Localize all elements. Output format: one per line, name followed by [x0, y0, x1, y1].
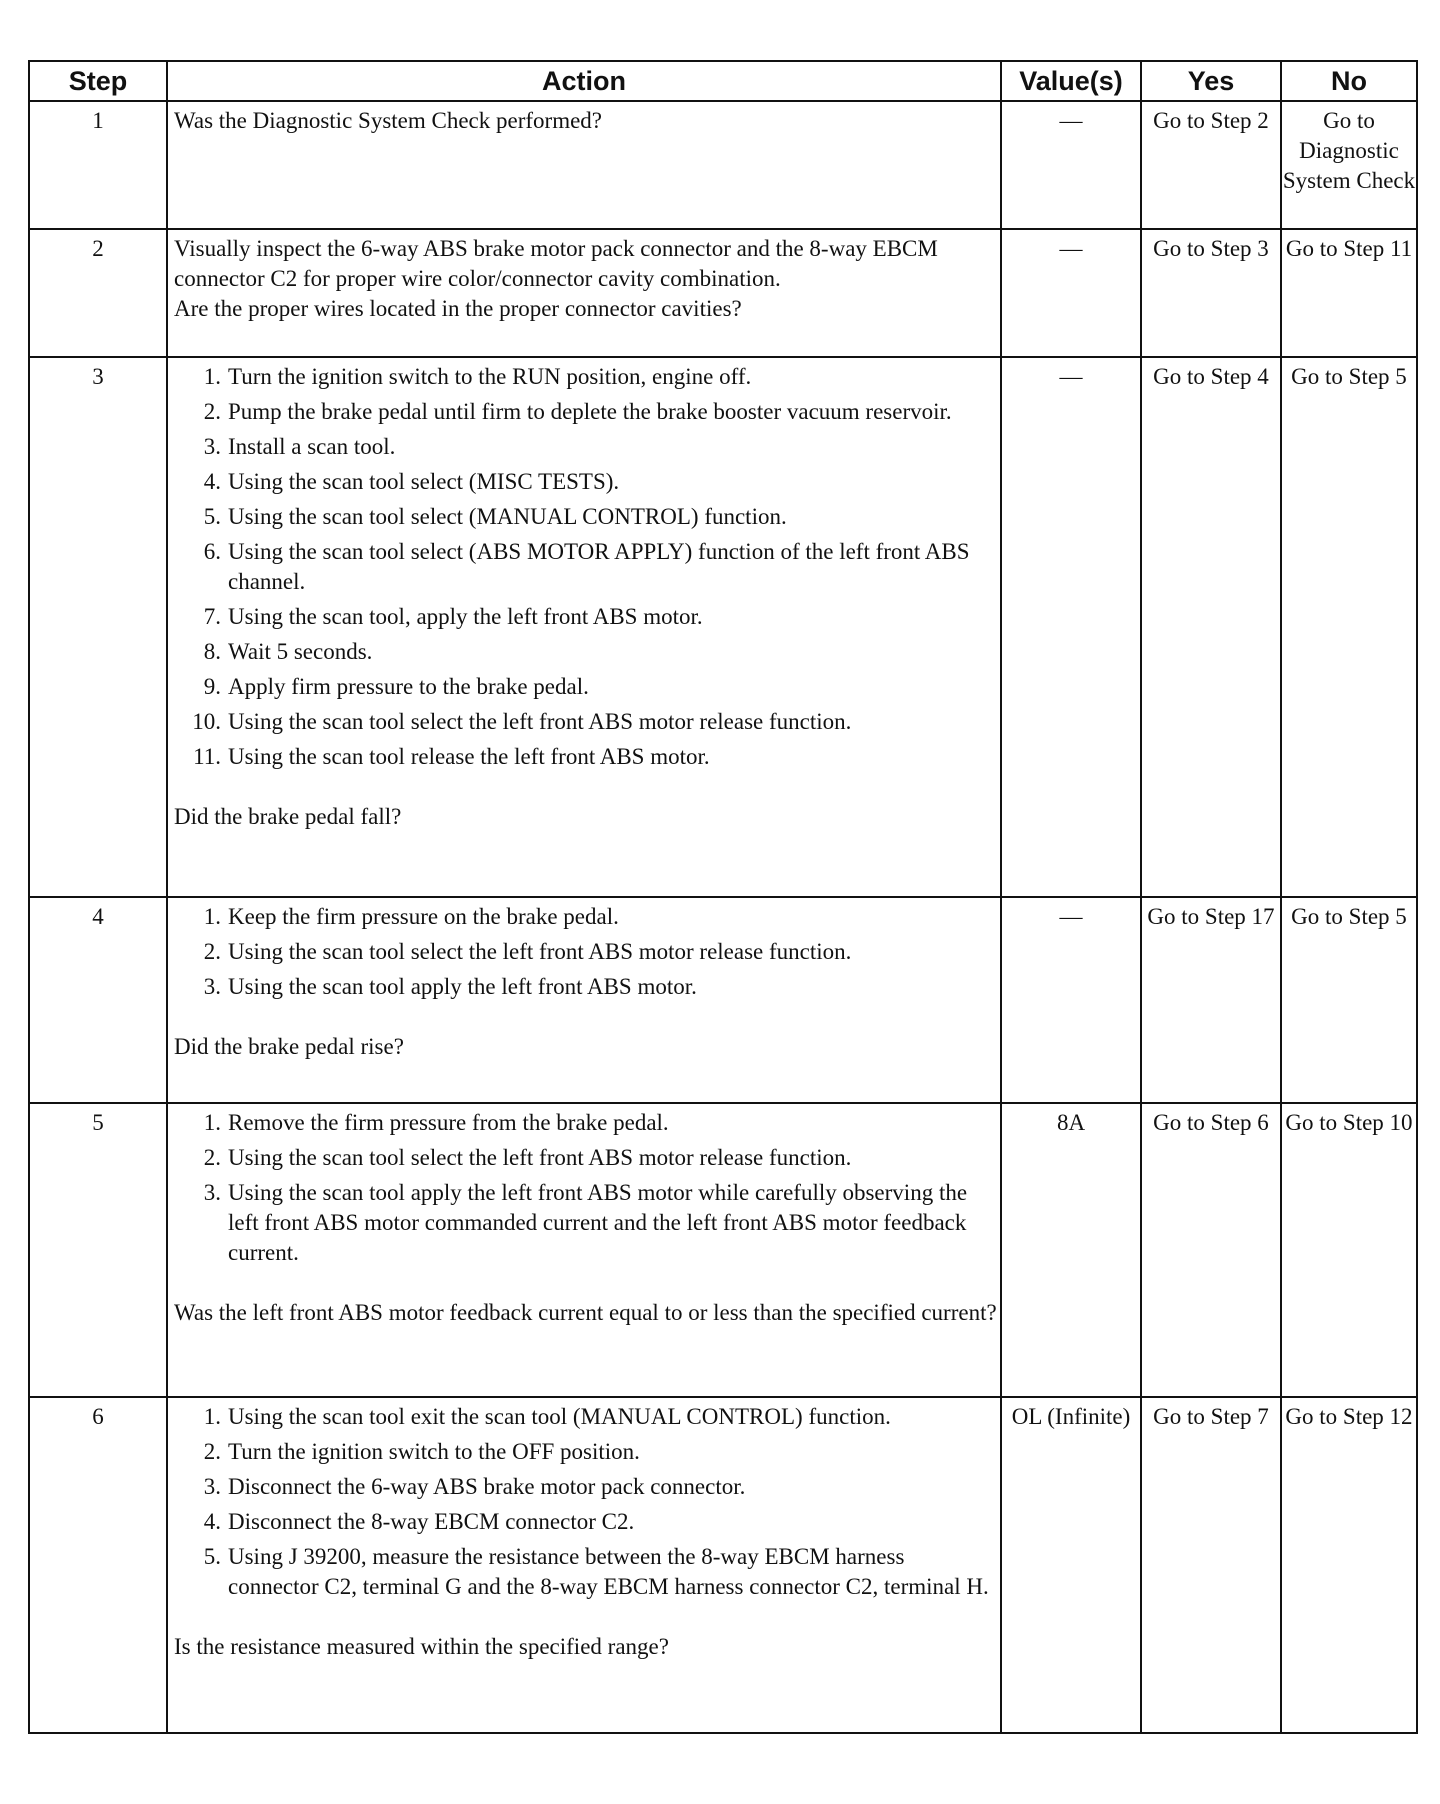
list-item-text: Using J 39200, measure the resistance between the 8-way EBCM harness connector C2, terminal G and the 8-way EBCM harness connector C2, terminal H. — [228, 1544, 989, 1599]
list-item — [174, 937, 1000, 967]
header-step: Step — [29, 61, 167, 101]
list-item-number: 1. — [203, 364, 221, 389]
list-item-number: 4. — [203, 1509, 221, 1534]
action-cell — [167, 1397, 1001, 1733]
list-item-text: Using the scan tool select (ABS MOTOR APPLY) function of the left front ABS channel. — [228, 539, 970, 594]
no-cell: Go to Step 5 — [1281, 897, 1417, 1103]
yes-cell: Go to Step 6 — [1141, 1103, 1281, 1397]
list-item — [174, 1472, 1000, 1502]
list-item-text: Disconnect the 8-way EBCM connector C2. — [228, 1509, 635, 1534]
table-row — [29, 101, 1417, 229]
list-item-text: Using the scan tool, apply the left front ABS motor. — [228, 604, 703, 629]
step-number: 4 — [29, 897, 167, 1103]
list-item-text: Using the scan tool select (MISC TESTS). — [228, 469, 620, 494]
list-item-text: Using the scan tool apply the left front ABS motor while carefully observing the left front ABS motor commanded current and the left front ABS motor feedback current. — [228, 1180, 968, 1265]
list-item-number: 3. — [203, 1180, 221, 1205]
list-item — [174, 1542, 1000, 1602]
list-item — [174, 467, 1000, 497]
list-item-number: 2. — [203, 1439, 221, 1464]
list-item-number: 2. — [203, 399, 221, 424]
list-item-number: 3. — [203, 434, 221, 459]
value-cell: 8A — [1001, 1103, 1141, 1397]
list-item — [174, 902, 1000, 932]
action-question: Was the left front ABS motor feedback current equal to or less than the specified current? — [174, 1300, 997, 1325]
list-item — [174, 1437, 1000, 1467]
list-item — [174, 1143, 1000, 1173]
list-item — [174, 502, 1000, 532]
value-cell: OL (Infinite) — [1001, 1397, 1141, 1733]
action-intro: Visually inspect the 6-way ABS brake motor pack connector and the 8-way EBCM connector C2 for proper wire color/connector cavity combination. — [174, 236, 938, 291]
list-item-text: Using the scan tool release the left front ABS motor. — [228, 744, 710, 769]
value-cell: — — [1001, 101, 1141, 229]
list-item-number: 5. — [203, 504, 221, 529]
list-item-text: Pump the brake pedal until firm to deplete the brake booster vacuum reservoir. — [228, 399, 952, 424]
list-item-number: 9. — [203, 674, 221, 699]
list-item — [174, 602, 1000, 632]
list-item — [174, 1402, 1000, 1432]
list-item — [174, 362, 1000, 392]
step-number: 6 — [29, 1397, 167, 1733]
table-row — [29, 229, 1417, 357]
header-no: No — [1281, 61, 1417, 101]
action-cell — [167, 897, 1001, 1103]
list-item-number: 10. — [192, 709, 221, 734]
value-cell: — — [1001, 357, 1141, 897]
action-cell — [167, 1103, 1001, 1397]
table-row — [29, 357, 1417, 897]
list-item-text: Install a scan tool. — [228, 434, 396, 459]
action-steps-list — [174, 362, 1000, 772]
action-question: Did the brake pedal fall? — [174, 804, 402, 829]
step-number: 3 — [29, 357, 167, 897]
list-item-text: Wait 5 seconds. — [228, 639, 373, 664]
no-cell: Go to Step 5 — [1281, 357, 1417, 897]
action-steps-list — [174, 902, 1000, 1002]
list-item — [174, 432, 1000, 462]
no-cell: Go to Step 10 — [1281, 1103, 1417, 1397]
action-question: Is the resistance measured within the specified range? — [174, 1634, 669, 1659]
action-steps-list — [174, 1108, 1000, 1268]
no-cell: Go to Step 11 — [1281, 229, 1417, 357]
list-item-text: Using the scan tool apply the left front ABS motor. — [228, 974, 697, 999]
yes-cell: Go to Step 2 — [1141, 101, 1281, 229]
list-item-number: 2. — [203, 1145, 221, 1170]
step-number: 1 — [29, 101, 167, 229]
list-item-number: 6. — [203, 539, 221, 564]
list-item — [174, 1108, 1000, 1138]
list-item-number: 1. — [203, 1404, 221, 1429]
header-yes: Yes — [1141, 61, 1281, 101]
table-row — [29, 897, 1417, 1103]
header-row — [29, 61, 1417, 101]
list-item-text: Using the scan tool select the left front ABS motor release function. — [228, 939, 852, 964]
list-item-text: Using the scan tool select the left front ABS motor release function. — [228, 1145, 852, 1170]
list-item-text: Turn the ignition switch to the RUN position, engine off. — [228, 364, 752, 389]
list-item — [174, 537, 1000, 597]
list-item — [174, 1178, 1000, 1268]
action-question: Did the brake pedal rise? — [174, 1034, 404, 1059]
list-item-number: 3. — [203, 1474, 221, 1499]
yes-cell: Go to Step 17 — [1141, 897, 1281, 1103]
list-item-number: 11. — [193, 744, 221, 769]
action-cell — [167, 101, 1001, 229]
list-item — [174, 637, 1000, 667]
step-number: 5 — [29, 1103, 167, 1397]
no-cell: Go to Diagnostic System Check — [1281, 101, 1417, 229]
list-item — [174, 672, 1000, 702]
list-item-number: 1. — [203, 904, 221, 929]
list-item — [174, 397, 1000, 427]
no-cell: Go to Step 12 — [1281, 1397, 1417, 1733]
list-item-number: 3. — [203, 974, 221, 999]
value-cell: — — [1001, 897, 1141, 1103]
list-item-number: 8. — [203, 639, 221, 664]
table-body — [29, 101, 1417, 1733]
list-item — [174, 742, 1000, 772]
list-item-text: Keep the firm pressure on the brake pedal. — [228, 904, 619, 929]
list-item-number: 2. — [203, 939, 221, 964]
list-item-text: Remove the firm pressure from the brake pedal. — [228, 1110, 669, 1135]
list-item-number: 7. — [203, 604, 221, 629]
action-cell — [167, 229, 1001, 357]
action-question: Was the Diagnostic System Check performed? — [174, 108, 603, 133]
yes-cell: Go to Step 3 — [1141, 229, 1281, 357]
value-cell: — — [1001, 229, 1141, 357]
header-values: Value(s) — [1001, 61, 1141, 101]
action-cell — [167, 357, 1001, 897]
list-item — [174, 972, 1000, 1002]
list-item-text: Using the scan tool select the left front ABS motor release function. — [228, 709, 852, 734]
diagnostic-table — [28, 60, 1418, 1734]
list-item-text: Apply firm pressure to the brake pedal. — [228, 674, 589, 699]
action-question: Are the proper wires located in the proper connector cavities? — [174, 296, 742, 321]
list-item — [174, 1507, 1000, 1537]
table-row — [29, 1397, 1417, 1733]
list-item — [174, 707, 1000, 737]
yes-cell: Go to Step 4 — [1141, 357, 1281, 897]
yes-cell: Go to Step 7 — [1141, 1397, 1281, 1733]
step-number: 2 — [29, 229, 167, 357]
list-item-number: 1. — [203, 1110, 221, 1135]
table-row — [29, 1103, 1417, 1397]
header-action: Action — [167, 61, 1001, 101]
list-item-number: 5. — [203, 1544, 221, 1569]
list-item-text: Using the scan tool select (MANUAL CONTROL) function. — [228, 504, 787, 529]
list-item-text: Turn the ignition switch to the OFF position. — [228, 1439, 640, 1464]
action-steps-list — [174, 1402, 1000, 1602]
list-item-number: 4. — [203, 469, 221, 494]
list-item-text: Disconnect the 6-way ABS brake motor pack connector. — [228, 1474, 746, 1499]
list-item-text: Using the scan tool exit the scan tool (MANUAL CONTROL) function. — [228, 1404, 891, 1429]
